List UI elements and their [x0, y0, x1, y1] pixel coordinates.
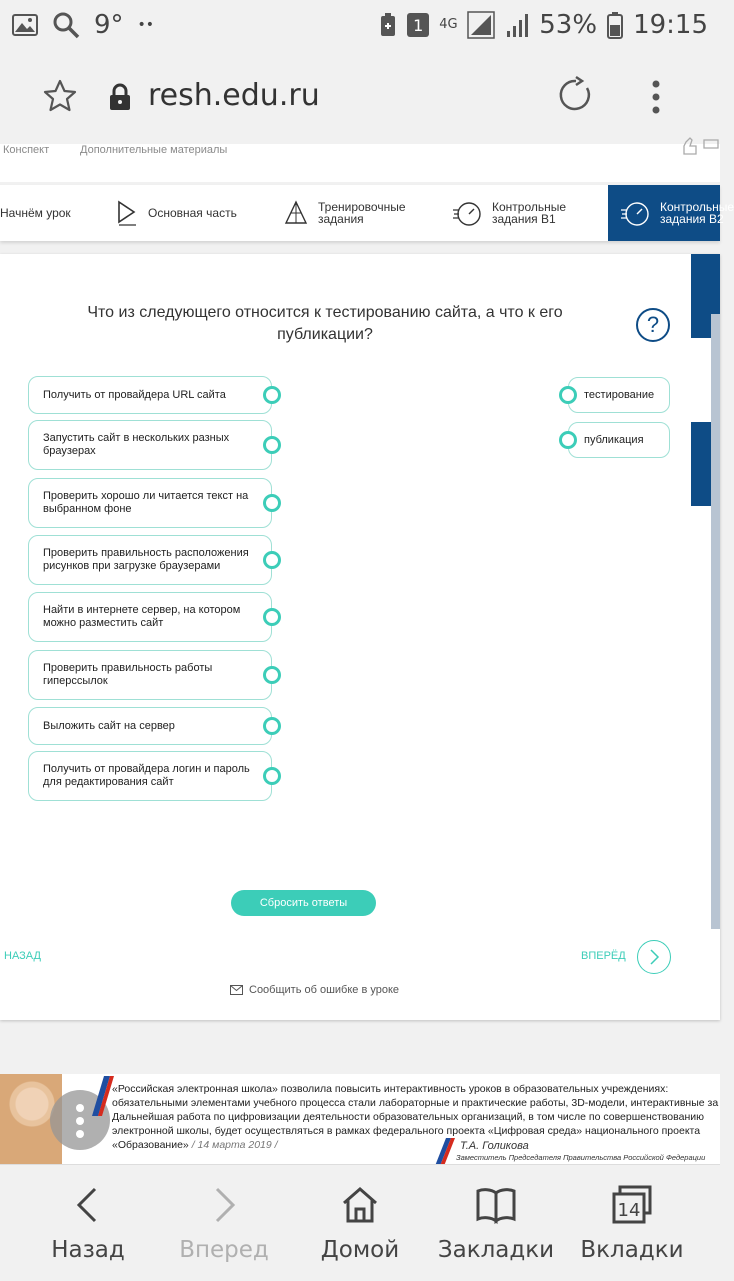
home-label: Домой — [320, 1237, 400, 1263]
triangle-icon — [284, 200, 308, 226]
question-text: Что из следующего относится к тестированию сайта, а что к его публикации? — [87, 304, 563, 343]
flag-stripe-icon — [90, 1076, 114, 1116]
drag-item[interactable] — [28, 478, 272, 528]
report-error-link[interactable] — [230, 984, 399, 996]
tab-control-b2[interactable] — [608, 185, 734, 241]
tabs-button[interactable] — [560, 1165, 704, 1281]
tab-label: Тренировочные задания — [318, 200, 406, 226]
connector-dot[interactable] — [263, 717, 281, 735]
reload-icon[interactable] — [557, 76, 595, 114]
notification-dots: •• — [137, 17, 155, 33]
search-icon — [52, 11, 80, 39]
connector-dot[interactable] — [263, 767, 281, 785]
banner-author: Т.А. Голикова — [460, 1140, 529, 1152]
target-testing[interactable] — [568, 377, 670, 413]
tab-start-lesson[interactable] — [0, 185, 110, 241]
tabs-icon — [611, 1185, 653, 1225]
battery-icon — [607, 11, 623, 39]
drag-item[interactable] — [28, 707, 272, 745]
browser-toolbar — [0, 50, 720, 144]
drag-item[interactable] — [28, 535, 272, 585]
target-publication[interactable] — [568, 422, 670, 458]
flag-stripe-icon — [434, 1138, 456, 1166]
chevron-left-icon — [73, 1185, 103, 1225]
lock-icon — [108, 83, 132, 111]
browser-bottom-bar — [0, 1164, 720, 1280]
connector-dot[interactable] — [263, 494, 281, 512]
tab-training-tasks[interactable] — [284, 185, 424, 241]
tab-label: Контрольные задания В1 — [492, 200, 567, 226]
connector-dot[interactable] — [263, 666, 281, 684]
tab-label: Контрольные задания В2 — [660, 200, 734, 226]
back-link[interactable]: НАЗАД — [4, 950, 41, 962]
item-label: Получить от провайдера URL сайта — [43, 388, 226, 401]
tab-main-part[interactable] — [116, 185, 266, 241]
item-label: Проверить хорошо ли читается текст на выбранном фоне — [43, 490, 249, 515]
connector-dot[interactable] — [263, 608, 281, 626]
link-extra-materials[interactable]: Дополнительные материалы — [80, 144, 228, 156]
drag-item[interactable] — [28, 376, 272, 414]
connector-dot[interactable] — [559, 386, 577, 404]
forward-button[interactable] — [152, 1165, 296, 1281]
target-label: тестирование — [584, 389, 655, 401]
item-label: Получить от провайдера логин и пароль для редактирования сайт — [43, 763, 250, 788]
like-icon[interactable] — [678, 138, 718, 156]
task-panel — [0, 254, 720, 1020]
forward-button[interactable] — [637, 940, 671, 974]
bookmarks-button[interactable] — [424, 1165, 568, 1281]
tab-label: Основная часть — [148, 206, 237, 220]
connector-dot[interactable] — [263, 436, 281, 454]
network-type: 4G — [439, 17, 458, 32]
item-label: Найти в интернете сервер, на котором можно разместить сайт — [43, 604, 241, 629]
battery-saver-icon — [379, 12, 397, 38]
gallery-icon — [12, 14, 38, 36]
bookmarks-label: Закладки — [437, 1237, 555, 1263]
signal-icon — [467, 11, 495, 39]
chevron-right-icon — [209, 1185, 239, 1225]
timer-icon — [620, 199, 650, 227]
lesson-tabs — [0, 185, 734, 241]
home-button[interactable] — [288, 1165, 432, 1281]
weather-temperature: 9° — [94, 10, 124, 40]
more-menu-icon[interactable] — [648, 78, 664, 116]
address-bar-url[interactable]: resh.edu.ru — [148, 78, 320, 113]
bookmark-star-icon[interactable] — [42, 78, 78, 114]
report-error-label: Сообщить об ошибке в уроке — [249, 984, 400, 996]
chevron-right-icon — [638, 941, 670, 973]
home-icon — [341, 1185, 379, 1225]
battery-level: 53% — [539, 10, 598, 40]
item-label: Запустить сайт в нескольких разных браузерах — [43, 432, 230, 457]
play-icon — [116, 199, 138, 227]
tab-control-b1[interactable] — [452, 185, 602, 241]
status-bar — [0, 0, 720, 50]
quote-banner — [0, 1074, 720, 1166]
forward-link[interactable]: ВПЕРЁД — [581, 950, 626, 962]
connector-dot[interactable] — [263, 551, 281, 569]
signal-icon-2 — [505, 11, 529, 39]
clock: 19:15 — [633, 10, 708, 40]
drag-item[interactable] — [28, 592, 272, 642]
item-label: Выложить сайт на сервер — [43, 719, 175, 732]
back-label: Назад — [51, 1237, 125, 1263]
drag-item[interactable] — [28, 650, 272, 700]
lesson-top-links — [0, 144, 720, 182]
scrollbar[interactable] — [711, 314, 720, 929]
banner-author-role: Заместитель Председателя Правительства Российской Федерации — [456, 1153, 706, 1162]
sim-badge: 1 — [407, 13, 429, 37]
web-page — [0, 144, 734, 1164]
svg-text:14: 14 — [617, 1200, 641, 1221]
target-label: публикация — [584, 434, 644, 446]
back-button[interactable] — [16, 1165, 160, 1281]
book-icon — [475, 1185, 517, 1225]
item-label: Проверить правильность расположения рисунков при загрузке браузерами — [43, 547, 249, 572]
item-label: Проверить правильность работы гиперссылок — [43, 662, 213, 687]
banner-quote: «Российская электронная школа» позволила повысить интерактивность уроков в образовательных учреждениях: обязательными элементами учебного процесса стали лабораторные и практические работы, 3D-модели, интерактивные за Дальнейшая работа по цифровизации деятельности образовательных организаций, в том числе по совершенствованию электронной школы, будет осуществляться в рамках федерального проекта «Цифровая среда» национального проекта «Образование» / 14 марта 2019 / — [112, 1083, 719, 1151]
drag-item[interactable] — [28, 751, 272, 801]
reset-answers-button[interactable]: Сбросить ответы — [231, 890, 376, 916]
link-konspekt[interactable]: Конспект — [3, 144, 50, 156]
connector-dot[interactable] — [559, 431, 577, 449]
timer-icon — [452, 199, 482, 227]
tab-label: Начнём урок — [0, 206, 71, 220]
help-button[interactable]: ? — [636, 308, 670, 342]
drag-item[interactable] — [28, 420, 272, 470]
forward-label: Вперед — [179, 1237, 269, 1263]
tabs-label: Вкладки — [580, 1237, 684, 1263]
envelope-icon — [230, 985, 243, 995]
connector-dot[interactable] — [263, 386, 281, 404]
